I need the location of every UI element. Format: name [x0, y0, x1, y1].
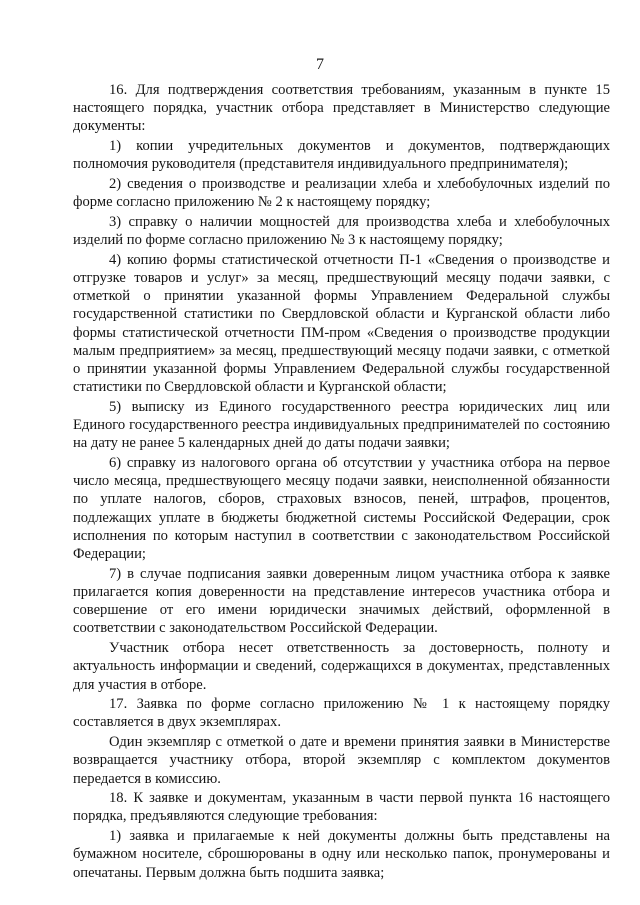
list-item-18-1: 1) заявка и прилагаемые к ней документы должны быть представлены на бумажном носителе, сброшюрованы в одну или несколько папок, пронумерованы и опечатаны. Первым должна быть подшита заявка;: [73, 828, 610, 881]
list-item-16-5: 5) выписку из Единого государственного реестра юридических лиц или Единого государственного реестра индивидуальных предпринимателей по состоянию на дату не ранее 5 календарных дней до даты подачи заявки;: [73, 398, 610, 452]
paragraph-17: 17. Заявка по форме согласно приложению № 1 к настоящему порядку составляется в двух экземплярах.: [73, 696, 610, 731]
list-item-16-2: 2) сведения о производстве и реализации хлеба и хлебобулочных изделий по форме согласно приложению № 2 к настоящему порядку;: [73, 176, 610, 211]
paragraph-responsibility: Участник отбора несет ответственность за достоверность, полноту и актуальность информации и сведений, содержащихся в документах, представленных для участия в отборе.: [73, 640, 610, 693]
list-item-16-7: 7) в случае подписания заявки доверенным лицом участника отбора к заявке прилагается копия доверенности на представление интересов участника отбора и совершение от его имени юридически значимых действий, оформленной в соответствии с законодательством Российской Федерации.: [73, 565, 610, 637]
document-body: [73, 81, 610, 883]
list-item-16-3: 3) справку о наличии мощностей для производства хлеба и хлебобулочных изделий по форме согласно приложению № 3 к настоящему порядку;: [73, 213, 610, 249]
list-item-16-4: 4) копию формы статистической отчетности П-1 «Сведения о производстве и отгрузке товаров и услуг» за месяц, предшествующий месяцу подачи заявки, с отметкой о принятии указанной формы Управлением Федеральной службы государственной статистики по Свердловской области и Курганской области либо формы статистической отчетности ПМ-пром «Сведения о производстве продукции малым предприятием» за месяц, предшествующий месяцу подачи заявки, с отметкой о принятии указанной формы Управлением Федеральной службы государственной статистики по Свердловской области и Курганской области;: [73, 251, 610, 396]
list-item-16-1: 1) копии учредительных документов и документов, подтверждающих полномочия руководителя (представителя индивидуального предпринимателя);: [73, 138, 610, 173]
paragraph-18-intro: 18. К заявке и документам, указанным в части первой пункта 16 настоящего порядка, предъявляются следующие требования:: [73, 790, 610, 825]
paragraph-16-intro: 16. Для подтверждения соответствия требованиям, указанным в пункте 15 настоящего порядка, участник отбора представляет в Министерство следующие документы:: [73, 82, 610, 135]
list-item-16-6: 6) справку из налогового органа об отсутствии у участника отбора на первое число месяца, предшествующего месяцу подачи заявки, неисполненной обязанности по уплате налогов, сборов, страховых взносов, пеней, штрафов, процентов, подлежащих уплате в бюджеты бюджетной системы Российской Федерации, срок исполнения по которым наступил в соответствии с законодательством Российской Федерации;: [73, 455, 610, 563]
paragraph-17-copies: Один экземпляр с отметкой о дате и времени принятия заявки в Министерстве возвращается участнику отбора, второй экземпляр с комплектом документов передается в комиссию.: [73, 734, 610, 787]
page-number: 7: [316, 56, 324, 73]
